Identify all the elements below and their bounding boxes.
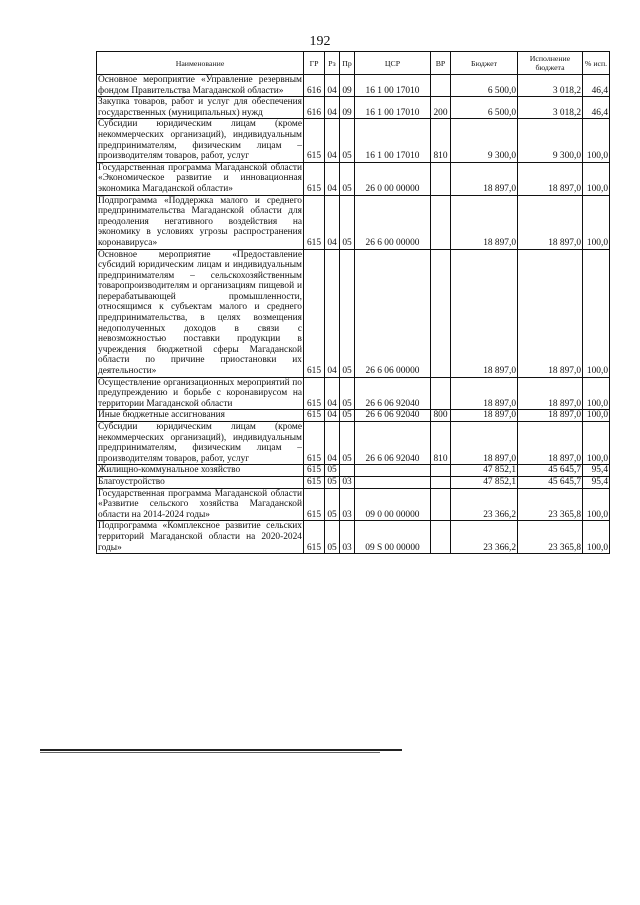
cell-name: Благоустройство bbox=[97, 476, 304, 488]
cell-execution: 45 645,7 bbox=[518, 476, 583, 488]
header-row bbox=[97, 52, 610, 75]
cell-percent: 46,4 bbox=[583, 97, 610, 119]
cell-pr: 05 bbox=[340, 410, 355, 422]
col-header-pr: Пр bbox=[340, 52, 355, 75]
table-row bbox=[97, 410, 610, 422]
cell-gr: 615 bbox=[304, 249, 325, 377]
table-row bbox=[97, 422, 610, 465]
table-row bbox=[97, 97, 610, 119]
cell-gr: 615 bbox=[304, 195, 325, 249]
cell-budget: 6 500,0 bbox=[451, 97, 518, 119]
cell-execution: 3 018,2 bbox=[518, 75, 583, 97]
cell-csr: 09 S 00 00000 bbox=[355, 521, 431, 554]
cell-name: Субсидии юридическим лицам (кроме некоммерческих организаций), индивидуальным предпринимателям, физическим лицам – производителям товаров, работ, услуг bbox=[98, 422, 302, 464]
cell-execution: 23 365,8 bbox=[518, 521, 583, 554]
cell-budget: 18 897,0 bbox=[451, 422, 518, 465]
cell-csr: 26 6 06 00000 bbox=[355, 249, 431, 377]
cell-percent: 100,0 bbox=[583, 488, 610, 521]
cell-percent: 46,4 bbox=[583, 75, 610, 97]
cell-percent: 100,0 bbox=[583, 249, 610, 377]
cell-name: Подпрограмма «Комплексное развитие сельских территорий Магаданской области на 2020-2024 годы» bbox=[98, 521, 302, 553]
page-number: 192 bbox=[309, 34, 331, 49]
cell-gr: 615 bbox=[304, 488, 325, 521]
cell-vr: 810 bbox=[431, 119, 451, 162]
table-row bbox=[97, 195, 610, 249]
cell-pr: 03 bbox=[340, 488, 355, 521]
cell-percent: 100,0 bbox=[583, 410, 610, 422]
cell-gr: 615 bbox=[304, 119, 325, 162]
cell-rz: 04 bbox=[325, 377, 340, 410]
cell-execution: 18 897,0 bbox=[518, 162, 583, 195]
cell-percent: 100,0 bbox=[583, 377, 610, 410]
cell-gr: 616 bbox=[304, 75, 325, 97]
cell-vr bbox=[431, 162, 451, 195]
col-header-percent: % исп. bbox=[583, 52, 610, 75]
cell-name: Закупка товаров, работ и услуг для обеспечения государственных (муниципальных) нужд bbox=[98, 97, 302, 118]
cell-pr bbox=[340, 465, 355, 477]
cell-rz: 05 bbox=[325, 476, 340, 488]
cell-pr: 05 bbox=[340, 195, 355, 249]
cell-name: Иные бюджетные ассигнования bbox=[97, 410, 304, 422]
cell-pr: 09 bbox=[340, 75, 355, 97]
cell-name: Субсидии юридическим лицам (кроме некоммерческих организаций), индивидуальным предпринимателям, физическим лицам – производителям товаров, работ, услуг bbox=[98, 119, 302, 162]
footer-rule bbox=[40, 749, 402, 751]
cell-name: Осуществление организационных мероприятий по предупреждению и борьбе с коронавирусом на территории Магаданской области bbox=[98, 377, 302, 409]
cell-pr: 09 bbox=[340, 97, 355, 119]
cell-vr bbox=[431, 195, 451, 249]
cell-rz: 04 bbox=[325, 410, 340, 422]
cell-name: Основное мероприятие «Управление резервным фондом Правительства Магаданской области» bbox=[98, 75, 302, 96]
cell-rz: 05 bbox=[325, 521, 340, 554]
cell-rz: 05 bbox=[325, 488, 340, 521]
table-row bbox=[97, 521, 610, 554]
cell-name: Подпрограмма «Поддержка малого и среднего предпринимательства Магаданской области для преодоления негативного воздействия на экономику в условиях угрозы распространения коронавируса» bbox=[98, 195, 302, 248]
cell-budget: 18 897,0 bbox=[451, 410, 518, 422]
cell-csr: 26 6 06 92040 bbox=[355, 377, 431, 410]
cell-execution: 18 897,0 bbox=[518, 377, 583, 410]
cell-csr: 09 0 00 00000 bbox=[355, 488, 431, 521]
cell-budget: 18 897,0 bbox=[451, 162, 518, 195]
cell-csr: 26 6 00 00000 bbox=[355, 195, 431, 249]
footer-rule-thin bbox=[40, 752, 380, 753]
cell-pr: 05 bbox=[340, 162, 355, 195]
cell-percent: 100,0 bbox=[583, 119, 610, 162]
table-row bbox=[97, 119, 610, 162]
cell-budget: 23 366,2 bbox=[451, 488, 518, 521]
cell-execution: 9 300,0 bbox=[518, 119, 583, 162]
table-row bbox=[97, 162, 610, 195]
cell-csr bbox=[355, 465, 431, 477]
cell-percent: 95,4 bbox=[583, 476, 610, 488]
col-header-execution: Исполнение бюджета bbox=[518, 52, 583, 75]
cell-rz: 04 bbox=[325, 162, 340, 195]
cell-budget: 18 897,0 bbox=[451, 249, 518, 377]
cell-name: Жилищно-коммунальное хозяйство bbox=[97, 465, 304, 477]
cell-rz: 04 bbox=[325, 119, 340, 162]
table-body bbox=[97, 75, 610, 554]
budget-table bbox=[96, 51, 610, 554]
table-row bbox=[97, 488, 610, 521]
cell-vr: 800 bbox=[431, 410, 451, 422]
cell-gr: 616 bbox=[304, 97, 325, 119]
cell-execution: 3 018,2 bbox=[518, 97, 583, 119]
cell-execution: 18 897,0 bbox=[518, 249, 583, 377]
cell-gr: 615 bbox=[304, 410, 325, 422]
cell-pr: 05 bbox=[340, 422, 355, 465]
cell-vr: 200 bbox=[431, 97, 451, 119]
cell-pr: 05 bbox=[340, 119, 355, 162]
cell-vr bbox=[431, 465, 451, 477]
cell-execution: 18 897,0 bbox=[518, 422, 583, 465]
cell-execution: 23 365,8 bbox=[518, 488, 583, 521]
cell-budget: 9 300,0 bbox=[451, 119, 518, 162]
cell-percent: 100,0 bbox=[583, 195, 610, 249]
table-row bbox=[97, 465, 610, 477]
cell-gr: 615 bbox=[304, 377, 325, 410]
table-row bbox=[97, 476, 610, 488]
cell-rz: 04 bbox=[325, 75, 340, 97]
table-row bbox=[97, 377, 610, 410]
cell-rz: 05 bbox=[325, 465, 340, 477]
cell-pr: 05 bbox=[340, 377, 355, 410]
cell-gr: 615 bbox=[304, 476, 325, 488]
cell-gr: 615 bbox=[304, 465, 325, 477]
cell-budget: 18 897,0 bbox=[451, 377, 518, 410]
cell-csr: 26 6 06 92040 bbox=[355, 422, 431, 465]
table-row bbox=[97, 249, 610, 377]
cell-rz: 04 bbox=[325, 97, 340, 119]
cell-csr: 16 1 00 17010 bbox=[355, 75, 431, 97]
cell-vr bbox=[431, 521, 451, 554]
cell-percent: 100,0 bbox=[583, 162, 610, 195]
cell-gr: 615 bbox=[304, 521, 325, 554]
cell-percent: 100,0 bbox=[583, 422, 610, 465]
cell-gr: 615 bbox=[304, 162, 325, 195]
table-row bbox=[97, 75, 610, 97]
cell-vr: 810 bbox=[431, 422, 451, 465]
cell-csr: 16 1 00 17010 bbox=[355, 119, 431, 162]
col-header-name: Наименование bbox=[97, 52, 304, 75]
cell-rz: 04 bbox=[325, 249, 340, 377]
cell-budget: 18 897,0 bbox=[451, 195, 518, 249]
cell-execution: 18 897,0 bbox=[518, 195, 583, 249]
cell-budget: 23 366,2 bbox=[451, 521, 518, 554]
cell-pr: 03 bbox=[340, 476, 355, 488]
cell-name: Основное мероприятие «Предоставление субсидий юридическим лицам и индивидуальным предпринимателям – сельскохозяйственным товаропроизводителям и организациям пищевой и перерабатывающей промышленности, относящимся к субъектам малого и среднего предпринимательства, в целях возмещения недополученных доходов в связи с невозможностью поставки продукции в учреждения бюджетной сферы Магаданской области по причине приостановки их деятельности» bbox=[98, 249, 302, 377]
cell-csr: 26 6 06 92040 bbox=[355, 410, 431, 422]
cell-name: Государственная программа Магаданской области «Экономическое развитие и инновационная экономика Магаданской области» bbox=[98, 162, 302, 194]
cell-budget: 47 852,1 bbox=[451, 476, 518, 488]
col-header-budget: Бюджет bbox=[451, 52, 518, 75]
cell-csr bbox=[355, 476, 431, 488]
cell-budget: 6 500,0 bbox=[451, 75, 518, 97]
col-header-vr: ВР bbox=[431, 52, 451, 75]
cell-pr: 03 bbox=[340, 521, 355, 554]
cell-vr bbox=[431, 476, 451, 488]
cell-vr bbox=[431, 377, 451, 410]
col-header-rz: Рз bbox=[325, 52, 340, 75]
cell-execution: 45 645,7 bbox=[518, 465, 583, 477]
cell-vr bbox=[431, 249, 451, 377]
cell-percent: 100,0 bbox=[583, 521, 610, 554]
col-header-gr: ГР bbox=[304, 52, 325, 75]
cell-name: Государственная программа Магаданской области «Развитие сельского хозяйства Магаданской области на 2014-2024 годы» bbox=[98, 488, 302, 520]
cell-execution: 18 897,0 bbox=[518, 410, 583, 422]
cell-percent: 95,4 bbox=[583, 465, 610, 477]
cell-gr: 615 bbox=[304, 422, 325, 465]
cell-rz: 04 bbox=[325, 195, 340, 249]
cell-pr: 05 bbox=[340, 249, 355, 377]
cell-rz: 04 bbox=[325, 422, 340, 465]
cell-csr: 16 1 00 17010 bbox=[355, 97, 431, 119]
col-header-csr: ЦСР bbox=[355, 52, 431, 75]
cell-budget: 47 852,1 bbox=[451, 465, 518, 477]
cell-csr: 26 0 00 00000 bbox=[355, 162, 431, 195]
cell-vr bbox=[431, 488, 451, 521]
cell-vr bbox=[431, 75, 451, 97]
